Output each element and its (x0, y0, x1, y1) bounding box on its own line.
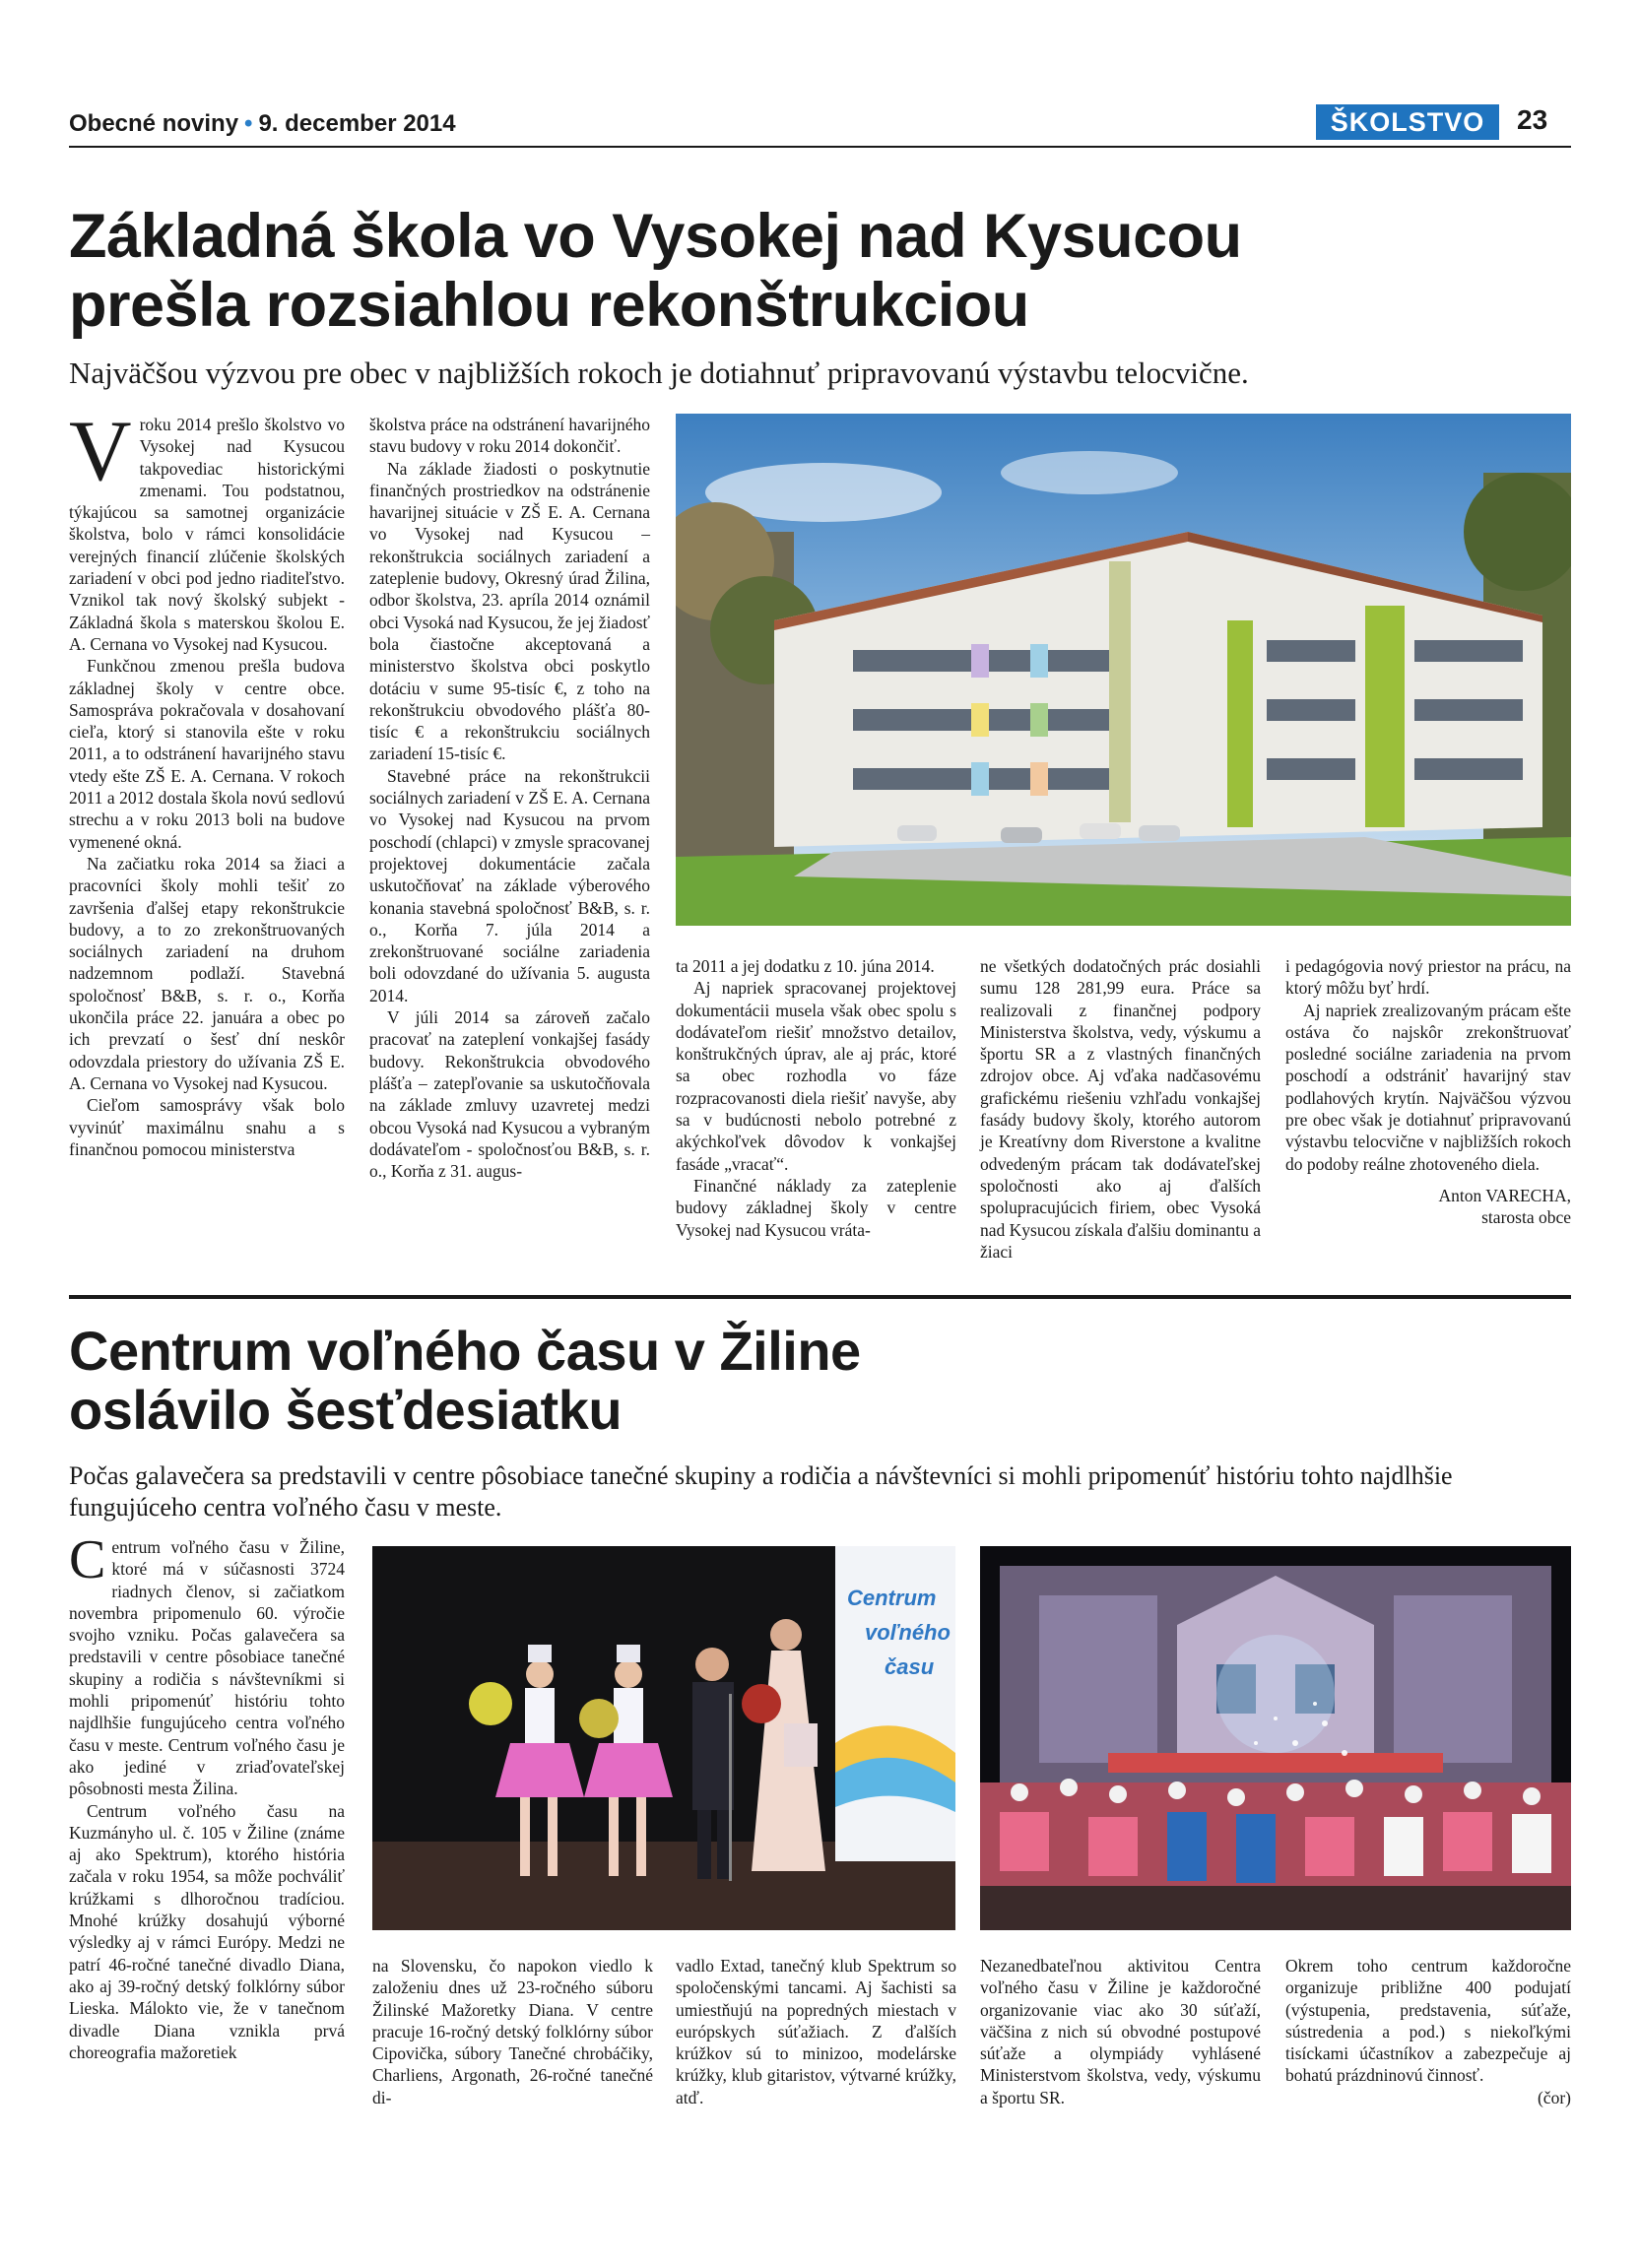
signature-role: starosta obce (1481, 1206, 1571, 1227)
banner-text-2: voľného (865, 1620, 951, 1645)
article1-headline-line2: prešla rozsiahlou rekonštrukciou (69, 271, 1029, 340)
majorettes-stage-photo (372, 1546, 955, 1930)
article1-paragraph: Na základe žiadosti o poskytnutie finančných prostriedkov na odstránenie havarijnej situácie v ZŠ E. A. Cernana vo Vysokej nad Kysucou – rekonštrukcia sociálnych zariadení a zateplenie budovy, Okresný úrad Žilina, odbor školstva, 23. apríla 2014 oznámil obci Vysoká nad Kysucou, že jej žiadosť bola čiastočne akceptovaná a ministerstvo školstva obci poskytlo dotáciu v sume 95-tisíc €, z toho na rekonštrukciu obvodového plášťa 80-tisíc € a rekonštrukciu sociálnych zariadení 15-tisíc €. (369, 458, 650, 764)
article2-column-5 (1285, 1955, 1571, 2108)
article1-column-1 (69, 404, 345, 1160)
article1-dropcap: V (69, 404, 132, 499)
banner-text-3: času (885, 1654, 935, 1679)
article-separator (69, 1295, 1571, 1299)
article1-column-2 (369, 414, 650, 1182)
article1-paragraph: roku 2014 prešlo školstvo vo Vysokej nad Kysucou takpovediac historickými zmenami. Tou podstatnou, týkajúcou sa samotnej organizácie školstva, bolo v rámci konsolidácie verejných financií zlúčenie školských zariadení v obci pod jedno riaditeľstvo. Vznikol tak nový školský subjekt - Základná škola s materskou školou E. A. Cernana vo Vysokej nad Kysucou. (69, 415, 345, 654)
article1-column-3 (676, 955, 956, 1241)
header-rule (69, 146, 1571, 148)
article2-paragraph: entrum voľného času v Žiline, ktoré má v súčasnosti 3724 riadnych členov, si začiatkom novembra pripomenulo 60. výročie svojho vzniku. Počas galavečera sa predstavili v centre pôsobiace tanečné skupiny a rodičia s návštevníkmi si mohli pripomenúť históriu tohto najdlhšie fungujúceho centra voľného času v meste. Centrum voľného času je ako jediné v zriaďovateľskej pôsobnosti mesta Žilina. (69, 1537, 345, 1799)
article1-paragraph: Aj napriek zrealizovaným prácam ešte ostáva čo najskôr zrekonštruovať posledné sociálne zariadenia na prvom poschodí a odstrániť havarijný stav podlahových krytín. Najväčšou výzvou pre obec však je dotiahnuť pripravovanú výstavbu telocvične v najbližších rokoch do podoby reálne zhotoveného diela. (1285, 1000, 1571, 1174)
article1-headline (69, 202, 1576, 340)
article1-paragraph: školstva práce na odstránení havarijného stavu budovy v roku 2014 dokončiť. (369, 415, 650, 457)
article2-column-3 (676, 1955, 956, 2108)
article1-paragraph: ne všetkých dodatočných prác dosiahli sumu 128 281,99 eura. Práce sa realizovali z finančnej podpory Ministerstva školstva, vedy, výskumu a športu SR a z vlastných finančných zdrojov obce. Aj vďaka nadčasovému grafickému riešeniu vzhľadu vonkajšej fasády budovy školy, ktorého autorom je Kreatívny dom Riverstone a kvalitne odvedeným prácam tak dodávateľskej spoločnosti ako aj ďalších spolupracujúcich firiem, obec Vysoká nad Kysucou získala ďalšiu dominantu a žiaci (980, 956, 1261, 1262)
article1-paragraph: V júli 2014 sa zároveň začalo pracovať na zateplení vonkajšej fasády budovy. Rekonštrukcia obvodového plášťa – zatepľovanie sa uskutočňovala na základe zmluvy uzavretej medzi obcou Vysoká nad Kysucou a vybraným dodávateľom - spoločnosťou B&B, s. r. o., Korňa z 31. augus- (369, 1007, 650, 1182)
school-building-photo (676, 414, 1571, 926)
article1-column-4 (980, 955, 1261, 1263)
publication-date: 9. december 2014 (258, 110, 456, 137)
article2-signature: (čor) (1537, 2087, 1571, 2107)
article1-column-5 (1285, 955, 1571, 1228)
article1-paragraph: Aj napriek spracovanej projektovej dokumentácii musela však obec spolu s dodávateľom riešiť množstvo detailov, konštrukčných úprav, ale aj prác, ktoré sa obec rozhodla vo fáze rozpracovanosti diela riešiť navyše, aby sa v budúcnosti nebolo potrebné z akýchkoľvek dôvodov k vonkajšej fasáde „vracať“. (676, 978, 956, 1174)
article1-signature (1285, 1185, 1571, 1228)
bullet-separator: • (244, 110, 253, 137)
article2-column-1 (69, 1529, 345, 2063)
article2-headline (69, 1322, 1576, 1440)
article2-paragraph: Okrem toho centrum každoročne organizuje približne 400 podujatí (výstupenia, predstavenia, súťaže, sústredenia a pod.) s niekoľkými tisíckami účastníkov a zabezpečuje aj bohatú prázdninovú činnosť. (1285, 1956, 1571, 2086)
article1-paragraph: Finančné náklady za zateplenie budovy základnej školy v centre Vysokej nad Kysucou vráta- (676, 1175, 956, 1240)
banner-text-1: Centrum (847, 1586, 937, 1610)
article2-paragraph: vadlo Extad, tanečný klub Spektrum so spoločenskými tancami. Aj šachisti sa umiestňujú na popredných miestach v európskych súťažiach. Z ďalších krúžkov sú to minizoo, modelárske krúžky, klub gitaristov, výtvarné krúžky, atď. (676, 1956, 956, 2107)
article1-paragraph: ta 2011 a jej dodatku z 10. júna 2014. (676, 956, 935, 976)
article2-paragraph: Nezanedbateľnou aktivitou Centra voľného času v Žiline je každoročné organizovanie viac ako 30 súťaží, väčšina z nich sú obvodné postupové súťaže a olympiády vyhlásené Ministerstvom školstva, vedy, výskumu a športu SR. (980, 1956, 1261, 2107)
article2-lede: Počas galavečera sa predstavili v centre pôsobiace tanečné skupiny a rodičia a návštevníci si mohli pripomenúť históriu tohto najdlhšie fungujúceho centra voľného času v meste. (69, 1461, 1453, 1522)
article2-paragraph: na Slovensku, čo napokon viedlo k založeniu dnes už 23-ročného súboru Žilinské Mažoretky Diana. V centre pracuje 16-ročný detský folklórny súbor Cipovička, súbory Tanečné chrobáčiky, Charliens, Argonath, 26-ročné tanečné di- (372, 1956, 653, 2107)
gala-finale-stage-photo (980, 1546, 1571, 1930)
section-label: ŠKOLSTVO (1316, 104, 1499, 140)
article1-paragraph: Funkčnou zmenou prešla budova základnej školy v centre obce. Samospráva pokračovala v dosahovaní cieľa, ktorý si stanovila ešte v roku 2011, a to odstránení havarijného stavu vtedy ešte ZŠ E. A. Cernana. V rokoch 2011 a 2012 dostala škola novú sedlovú strechu a v roku 2013 boli na budove vymenené okná. (69, 656, 345, 852)
article2-column-4 (980, 1955, 1261, 2108)
article1-paragraph: Stavebné práce na rekonštrukcii sociálnych zariadení v ZŠ E. A. Cernana vo Vysokej nad Kysucou na prvom poschodí (chlapci) v zmysle spracovanej projektovej dokumentácie začala uskutočňovať na základe výberového konania stavebná spoločnosť B&B, s. r. o., Korňa 7. júla 2014 a zrekonštruované sociálne zariadenia boli odovzdané do užívania 5. augusta 2014. (369, 765, 650, 1005)
publication-name: Obecné noviny (69, 110, 239, 137)
article1-headline-line1: Základná škola vo Vysokej nad Kysucou (69, 202, 1242, 271)
article2-headline-line2: oslávilo šesťdesiatku (69, 1379, 623, 1441)
article2-dropcap: C (69, 1529, 106, 1590)
publication-header (69, 110, 456, 138)
article1-lede: Najväčšou výzvou pre obec v najbližších rokoch je dotiahnuť pripravovanú výstavbu telocvične. (69, 356, 1249, 390)
article2-headline-line1: Centrum voľného času v Žiline (69, 1320, 861, 1382)
article2-column-2 (372, 1955, 653, 2108)
signature-name: Anton VARECHA, (1438, 1185, 1571, 1205)
article1-paragraph: Cieľom samosprávy však bolo vyvinúť maximálnu snahu a s finančnou pomocou ministerstva (69, 1095, 345, 1159)
article1-paragraph: Na začiatku roka 2014 sa žiaci a pracovníci školy mohli tešiť zo završenia ďalšej etapy rekonštrukcie budovy, a to zo zrekonštruovaných sociálnych zariadení na druhom nadzemnom podlaží. Stavebná spoločnosť B&B, s. r. o., Korňa ukončila práce 22. januára a obec po ich prevzatí o šesť dní neskôr odovzdala priestory do užívania ZŠ E. A. Cernana vo Vysokej nad Kysucou. (69, 853, 345, 1093)
article2-paragraph: Centrum voľného času na Kuzmányho ul. č. 105 v Žiline (známe aj ako Spektrum), ktorého história začala v roku 1954, sa môže pochváliť krúžkami s dlhoročnou tradíciou. Mnohé krúžky dosahujú výborné výsledky aj v rámci Európy. Medzi ne patrí 46-ročné tanečné divadlo Diana, ako aj 39-ročný detský folklórny súbor Lieska. Málokto vie, že v tanečnom divadle Diana vznikla prvá choreografia mažoretiek (69, 1800, 345, 2062)
page-number: 23 (1517, 104, 1548, 135)
article1-paragraph: i pedagógovia nový priestor na prácu, na ktorý môžu byť hrdí. (1285, 956, 1571, 999)
